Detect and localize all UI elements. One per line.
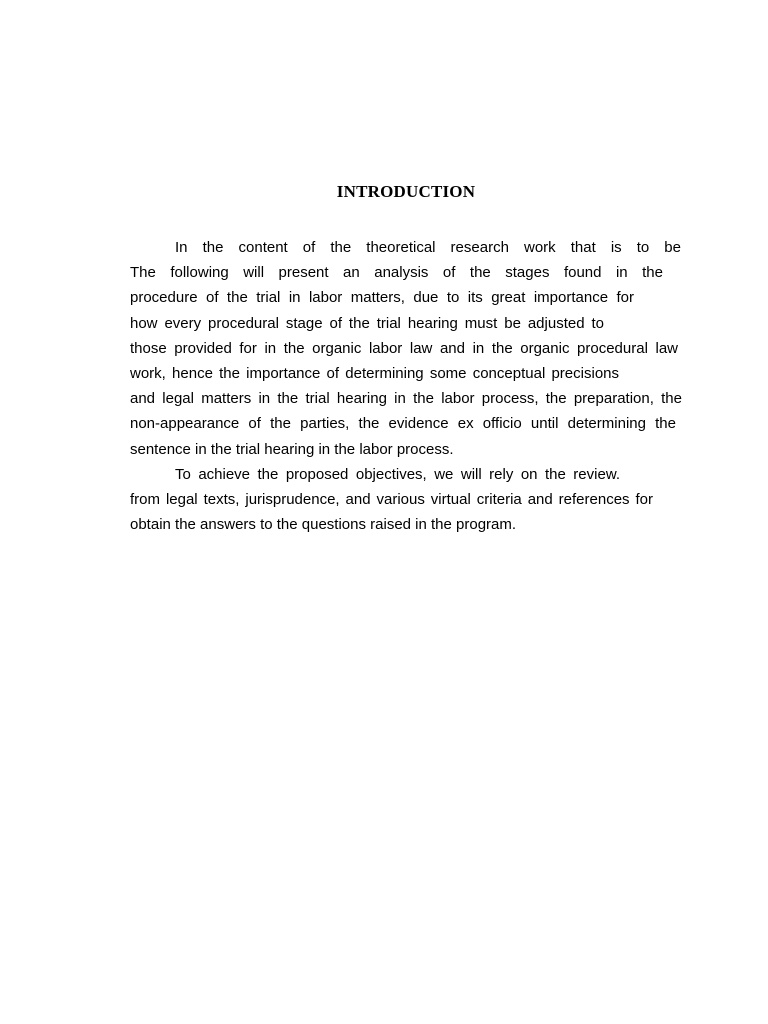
- paragraph-line: sentence in the trial hearing in the labor process.: [130, 440, 454, 458]
- paragraph-line: work, hence the importance of determining some conceptual precisions: [130, 364, 619, 382]
- page-title: INTRODUCTION: [336, 182, 476, 201]
- paragraph-line: The following will present an analysis of the stages found in the: [130, 264, 663, 282]
- paragraph-line: and legal matters in the trial hearing in the labor process, the preparation, the: [130, 390, 682, 408]
- paragraph-line: To achieve the proposed objectives, we will rely on the review.: [175, 465, 620, 483]
- paragraph-line: procedure of the trial in labor matters, due to its great importance for: [130, 289, 634, 307]
- introduction-body: [130, 235, 690, 537]
- paragraph-line: how every procedural stage of the trial hearing must be adjusted to: [130, 314, 604, 332]
- paragraph-line: from legal texts, jurisprudence, and various virtual criteria and references for: [130, 490, 653, 508]
- paragraph-line: obtain the answers to the questions raised in the program.: [130, 516, 517, 534]
- paragraph-line: non-appearance of the parties, the evidence ex officio until determining the: [130, 415, 676, 433]
- paragraph-line: In the content of the theoretical research work that is to be: [175, 239, 681, 256]
- paragraph-line: those provided for in the organic labor law and in the organic procedural law: [130, 339, 678, 357]
